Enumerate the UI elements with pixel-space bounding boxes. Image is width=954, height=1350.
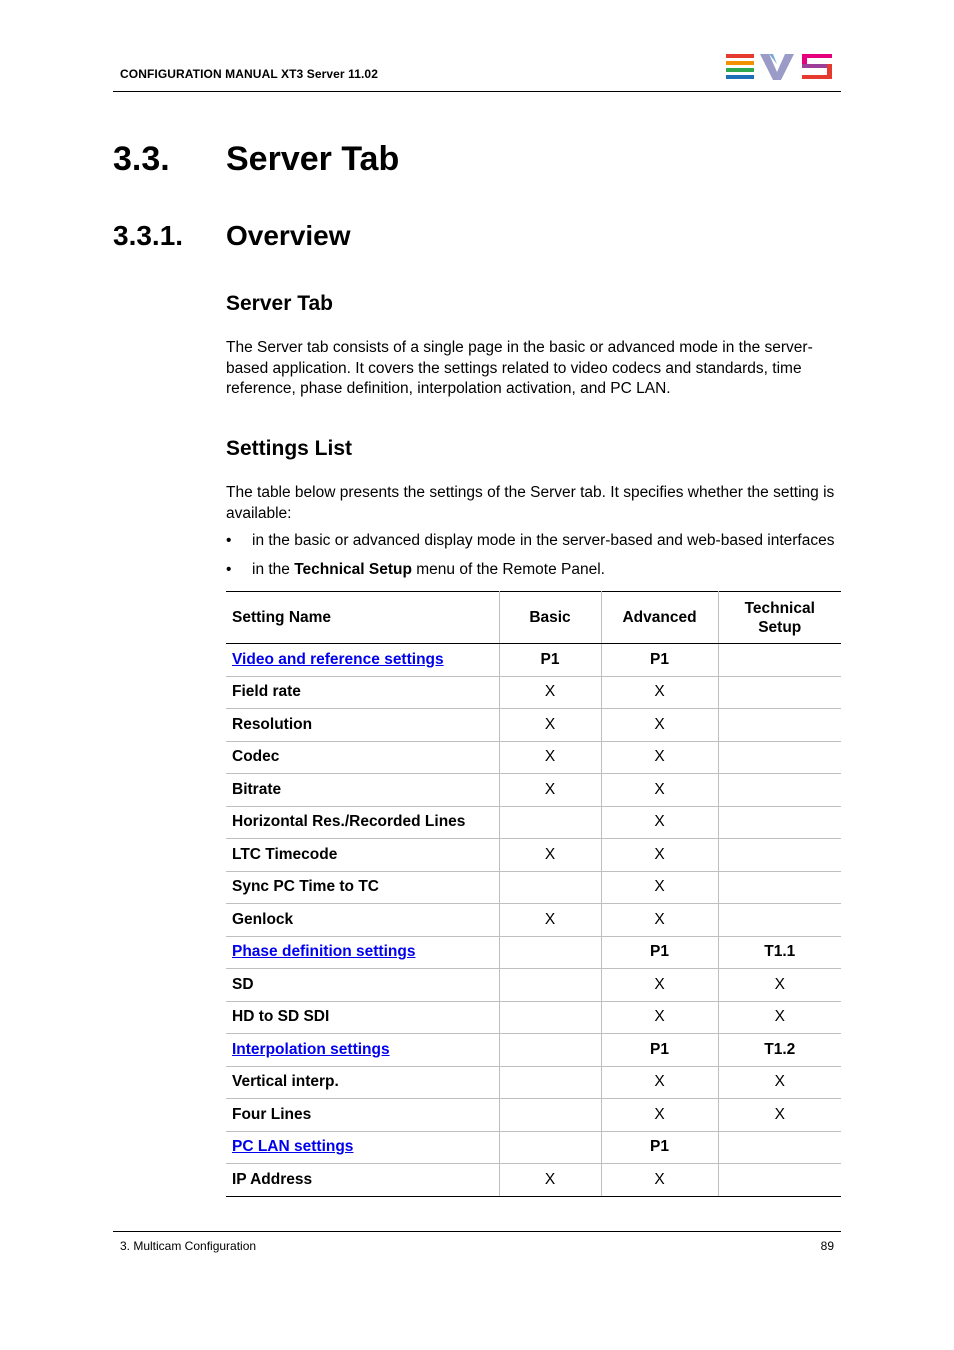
settings-list-heading: Settings List — [226, 437, 353, 460]
setting-section-link[interactable]: PC LAN settings — [232, 1138, 354, 1156]
bullet-text — [252, 561, 605, 579]
basic-cell: P1 — [499, 644, 601, 677]
setting-name-cell: Codec — [226, 741, 499, 774]
advanced-cell: P1 — [601, 644, 718, 677]
advanced-cell: X — [601, 709, 718, 742]
table-row — [226, 839, 841, 872]
technical-cell — [718, 676, 841, 709]
table-row — [226, 871, 841, 904]
column-header-basic: Basic — [499, 592, 601, 644]
technical-cell — [718, 774, 841, 807]
technical-cell — [718, 871, 841, 904]
evs-logo — [724, 52, 834, 82]
table-row — [226, 936, 841, 969]
advanced-cell: X — [601, 969, 718, 1002]
table-row — [226, 1099, 841, 1132]
setting-name-cell: Vertical interp. — [226, 1066, 499, 1099]
advanced-cell: X — [601, 676, 718, 709]
basic-cell: X — [499, 774, 601, 807]
basic-cell — [499, 1099, 601, 1132]
bullet-text: in the basic or advanced display mode in the server-based and web-based interfaces — [252, 532, 835, 549]
setting-name-cell: Resolution — [226, 709, 499, 742]
table-row — [226, 904, 841, 937]
basic-cell: X — [499, 741, 601, 774]
table-row — [226, 1034, 841, 1067]
table-row — [226, 969, 841, 1002]
advanced-cell: X — [601, 871, 718, 904]
section-number: 3.3. — [113, 140, 170, 178]
technical-cell — [718, 904, 841, 937]
advanced-cell: P1 — [601, 936, 718, 969]
basic-cell: X — [499, 839, 601, 872]
page-footer — [113, 1231, 841, 1253]
basic-cell — [499, 1066, 601, 1099]
table-row — [226, 1131, 841, 1164]
advanced-cell: X — [601, 806, 718, 839]
header-title: CONFIGURATION MANUAL XT3 Server 11.02 — [120, 67, 378, 81]
technical-cell: T1.2 — [718, 1034, 841, 1067]
basic-cell — [499, 1034, 601, 1067]
table-row — [226, 709, 841, 742]
technical-cell — [718, 839, 841, 872]
setting-name-cell: LTC Timecode — [226, 839, 499, 872]
technical-cell — [718, 644, 841, 677]
basic-cell — [499, 806, 601, 839]
advanced-cell: P1 — [601, 1034, 718, 1067]
basic-cell — [499, 1001, 601, 1034]
setting-name-cell: SD — [226, 969, 499, 1002]
advanced-cell: X — [601, 839, 718, 872]
technical-cell: X — [718, 969, 841, 1002]
technical-cell — [718, 709, 841, 742]
advanced-cell: X — [601, 1099, 718, 1132]
settings-table — [226, 591, 841, 1197]
setting-name-cell — [226, 1034, 499, 1067]
column-header-advanced: Advanced — [601, 592, 718, 644]
setting-name-cell: Sync PC Time to TC — [226, 871, 499, 904]
server-tab-paragraph: The Server tab consists of a single page in the basic or advanced mode in the server-based application. It covers the settings related to video codecs and standards, time reference, phase definition, interpolation activation, and PC LAN. — [226, 339, 813, 397]
table-row — [226, 806, 841, 839]
technical-cell — [718, 1131, 841, 1164]
basic-cell: X — [499, 709, 601, 742]
setting-name-cell: Bitrate — [226, 774, 499, 807]
column-header-technical-setup-label: Technical Setup — [744, 599, 815, 636]
page-number: 89 — [820, 1239, 834, 1253]
settings-list-intro: The table below presents the settings of the Server tab. It specifies whether the setting is available: — [226, 484, 835, 522]
basic-cell — [499, 1131, 601, 1164]
setting-name-cell — [226, 936, 499, 969]
column-header-setting-name: Setting Name — [226, 592, 499, 644]
table-row — [226, 741, 841, 774]
advanced-cell: P1 — [601, 1131, 718, 1164]
technical-cell — [718, 741, 841, 774]
setting-name-cell: HD to SD SDI — [226, 1001, 499, 1034]
table-row — [226, 774, 841, 807]
table-row — [226, 644, 841, 677]
setting-name-cell — [226, 1131, 499, 1164]
technical-cell: X — [718, 1001, 841, 1034]
setting-name-cell: IP Address — [226, 1164, 499, 1197]
setting-name-cell: Field rate — [226, 676, 499, 709]
technical-cell: X — [718, 1066, 841, 1099]
bullet-symbol: • — [226, 532, 232, 549]
section-title: Server Tab — [226, 140, 400, 178]
advanced-cell: X — [601, 1164, 718, 1197]
bullet-text-prefix: in the — [252, 561, 295, 578]
basic-cell: X — [499, 676, 601, 709]
table-body — [226, 644, 841, 1197]
technical-cell — [718, 1164, 841, 1197]
setting-section-link[interactable]: Interpolation settings — [232, 1040, 390, 1058]
advanced-cell: X — [601, 774, 718, 807]
basic-cell — [499, 871, 601, 904]
advanced-cell: X — [601, 904, 718, 937]
table-row — [226, 1066, 841, 1099]
technical-cell: X — [718, 1099, 841, 1132]
basic-cell: X — [499, 1164, 601, 1197]
bullet-symbol: • — [226, 561, 232, 578]
technical-cell — [718, 806, 841, 839]
bullet-text-bold: Technical Setup — [294, 561, 412, 578]
basic-cell: X — [499, 904, 601, 937]
basic-cell — [499, 969, 601, 1002]
table-row — [226, 676, 841, 709]
advanced-cell: X — [601, 741, 718, 774]
setting-section-link[interactable]: Video and reference settings — [232, 650, 444, 668]
subsection-title: Overview — [226, 220, 351, 251]
technical-cell: T1.1 — [718, 936, 841, 969]
setting-section-link[interactable]: Phase definition settings — [232, 943, 416, 961]
footer-chapter: 3. Multicam Configuration — [120, 1239, 257, 1253]
setting-name-cell: Genlock — [226, 904, 499, 937]
table-header-row — [226, 592, 841, 644]
server-tab-heading: Server Tab — [226, 292, 333, 315]
setting-name-cell — [226, 644, 499, 677]
advanced-cell: X — [601, 1066, 718, 1099]
setting-name-cell: Four Lines — [226, 1099, 499, 1132]
subsection-number: 3.3.1. — [113, 220, 184, 251]
basic-cell — [499, 936, 601, 969]
table-row — [226, 1164, 841, 1197]
page-header — [113, 52, 841, 92]
table-row — [226, 1001, 841, 1034]
column-header-technical-setup — [718, 592, 841, 644]
advanced-cell: X — [601, 1001, 718, 1034]
bullet-text-suffix: menu of the Remote Panel. — [411, 561, 605, 578]
setting-name-cell: Horizontal Res./Recorded Lines — [226, 806, 499, 839]
